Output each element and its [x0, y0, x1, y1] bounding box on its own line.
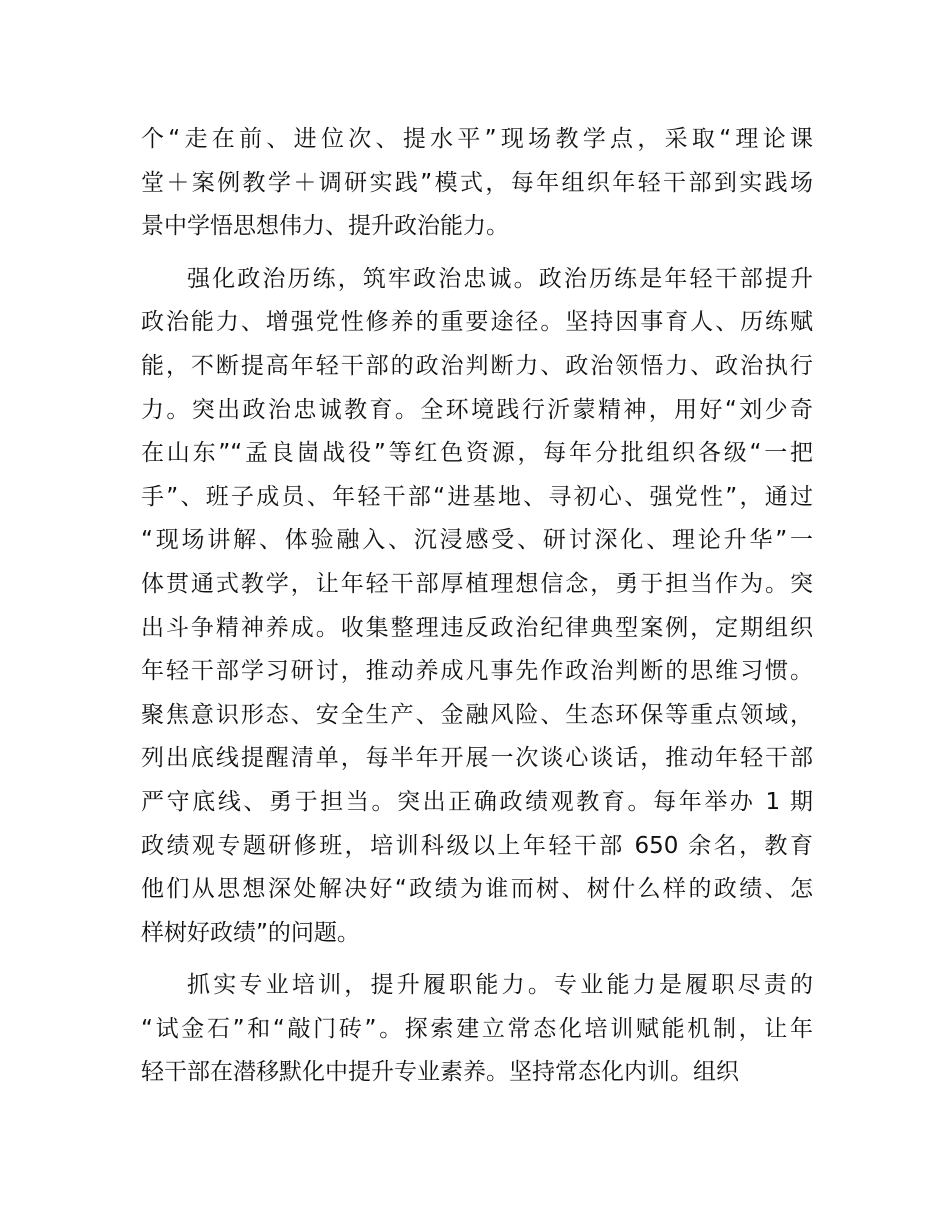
text-line: 景中学悟思想伟力、提升政治能力。	[141, 213, 509, 240]
text-line: 列出底线提醒清单，每半年开展一次谈心谈话，推动年轻干部	[141, 745, 813, 772]
text-line: 强化政治历练，筑牢政治忠诚。政治历练是年轻干部提升	[187, 265, 813, 292]
text-line: 轻干部在潜移默化中提升专业素养。坚持常态化内训。组织	[141, 1059, 739, 1086]
text-line: 抓实专业培训，提升履职能力。专业能力是履职尽责的	[187, 972, 813, 999]
text-line: 年轻干部学习研讨，推动养成凡事先作政治判断的思维习惯。	[141, 658, 813, 685]
text-line: 在山东”“孟良崮战役”等红色资源，每年分批组织各级“一把	[141, 440, 813, 467]
text-line: 严守底线、勇于担当。突出正确政绩观教育。每年举办 1 期	[141, 788, 813, 815]
text-line: “现场讲解、体验融入、沉浸感受、研讨深化、理论升华”一	[141, 527, 813, 554]
text-line: 体贯通式教学，让年轻干部厚植理想信念，勇于担当作为。突	[141, 570, 813, 597]
text-line: 堂＋案例教学＋调研实践”模式，每年组织年轻干部到实践场	[141, 169, 813, 196]
text-line: 个“走在前、进位次、提水平”现场教学点，采取“理论课	[141, 126, 813, 152]
text-line: 他们从思想深处解决好“政绩为谁而树、树什么样的政绩、怎	[141, 876, 813, 903]
paragraph-1	[141, 118, 813, 249]
text-line: “试金石”和“敲门砖”。探索建立常态化培训赋能机制，让年	[141, 1015, 813, 1042]
text-line: 手”、班子成员、年轻干部“进基地、寻初心、强党性”，通过	[141, 483, 813, 510]
paragraph-2	[141, 258, 813, 956]
text-line: 政绩观专题研修班，培训科级以上年轻干部 650 余名，教育	[141, 832, 813, 859]
text-line: 能，不断提高年轻干部的政治判断力、政治领悟力、政治执行	[141, 352, 813, 379]
document-body	[141, 118, 813, 1095]
text-line: 政治能力、增强党性修养的重要途径。坚持因事育人、历练赋	[141, 309, 813, 336]
text-line: 出斗争精神养成。收集整理违反政治纪律典型案例，定期组织	[141, 614, 813, 641]
paragraph-3	[141, 964, 813, 1095]
text-line: 样树好政绩”的问题。	[141, 919, 360, 946]
text-line: 力。突出政治忠诚教育。全环境践行沂蒙精神，用好“刘少奇	[141, 396, 813, 423]
text-line: 聚焦意识形态、安全生产、金融风险、生态环保等重点领域，	[141, 701, 813, 728]
